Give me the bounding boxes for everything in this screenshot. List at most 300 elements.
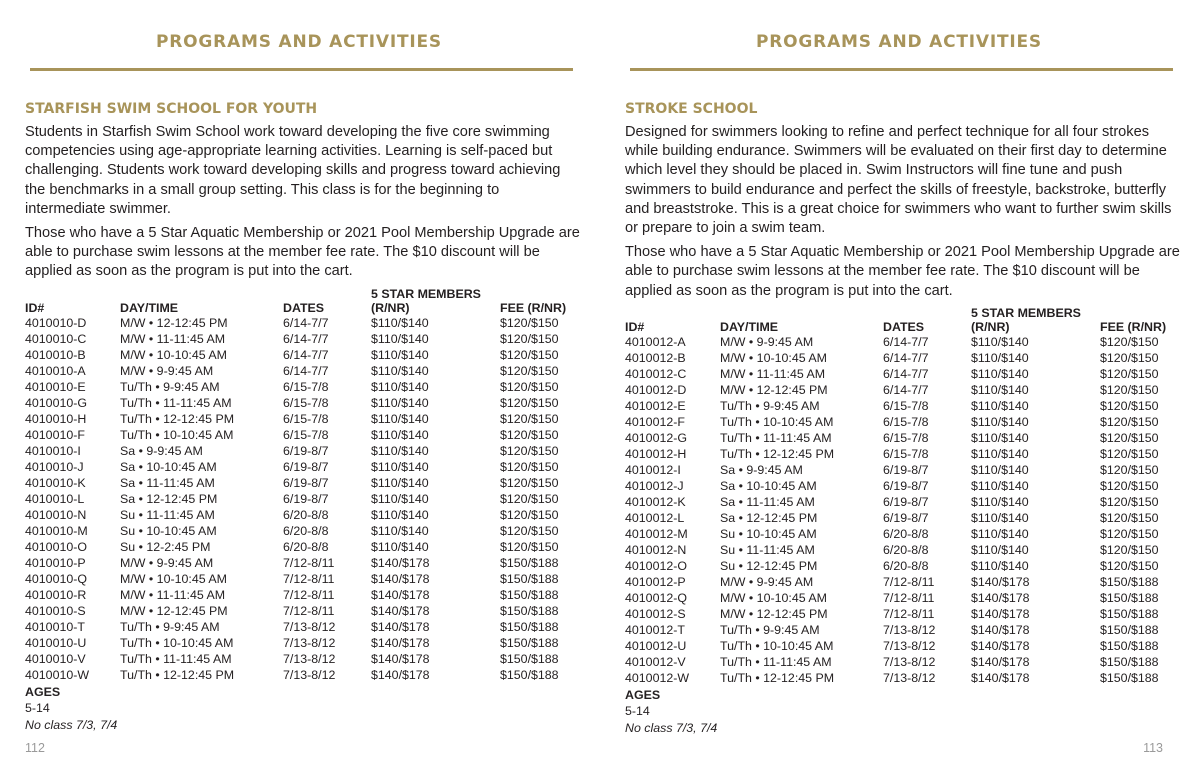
schedule-table [25, 287, 580, 683]
table-row [625, 558, 1180, 574]
cell-dates: 7/12-8/11 [283, 571, 335, 586]
schedule-rows [25, 315, 580, 683]
cell-members-fee: $110/$140 [971, 382, 1029, 397]
cell-fee: $120/$150 [1100, 510, 1159, 525]
table-row [25, 395, 580, 411]
cell-fee: $120/$150 [500, 491, 559, 506]
cell-daytime: Sa • 11-11:45 AM [720, 494, 815, 509]
cell-members-fee: $110/$140 [971, 462, 1029, 477]
cell-dates: 6/14-7/7 [283, 331, 329, 346]
cell-members-fee: $140/$178 [371, 555, 430, 570]
cell-members-fee: $110/$140 [371, 315, 429, 330]
program-description: Students in Starfish Swim School work toward developing the five core swimming competencies using age-appropriate learning activities. Learning is self-paced but challenging. Students work toward developing skills and progress toward achieving the benchmarks in a small group setting. This class is for the beginning to intermediate swimmer. [25, 124, 561, 217]
table-row [625, 494, 1180, 510]
cell-id: 4010010-O [25, 539, 88, 554]
cell-daytime: Tu/Th • 10-10:45 AM [720, 414, 834, 429]
no-class-note: No class 7/3, 7/4 [25, 717, 118, 732]
cell-dates: 6/15-7/8 [883, 430, 929, 445]
cell-dates: 6/14-7/7 [883, 334, 929, 349]
table-row [25, 363, 580, 379]
cell-id: 4010010-Q [25, 571, 88, 586]
cell-id: 4010012-H [625, 446, 687, 461]
program-section [25, 100, 580, 733]
cell-dates: 6/14-7/7 [883, 350, 929, 365]
page-header: PROGRAMS AND ACTIVITIES [756, 32, 1042, 52]
table-row [25, 491, 580, 507]
cell-fee: $120/$150 [1100, 558, 1159, 573]
table-row [625, 638, 1180, 654]
cell-dates: 7/12-8/11 [283, 555, 335, 570]
table-row [625, 366, 1180, 382]
table-row [625, 574, 1180, 590]
cell-members-fee: $110/$140 [971, 414, 1029, 429]
cell-members-fee: $140/$178 [371, 635, 430, 650]
table-row [25, 523, 580, 539]
table-row [625, 430, 1180, 446]
no-class-note: No class 7/3, 7/4 [625, 720, 718, 735]
cell-fee: $120/$150 [1100, 494, 1159, 509]
program-description: Designed for swimmers looking to refine and perfect technique for all four strokes while building endurance. Swimmers will be evaluated on their first day to determine which level they should be placed in. Swim Instructors will fine tune and push swimmers to build endurance and perfect the skills of freestyle, backstroke, butterfly and breaststroke. This is a great choice for swimmers who want to further swim skills or prepare to join a swim team. [625, 124, 1172, 237]
page-number: 113 [1143, 741, 1163, 755]
cell-dates: 7/13-8/12 [283, 651, 336, 666]
table-row [625, 670, 1180, 686]
cell-fee: $120/$150 [500, 347, 559, 362]
cell-fee: $120/$150 [1100, 446, 1159, 461]
cell-members-fee: $110/$140 [971, 542, 1029, 557]
cell-id: 4010010-I [25, 443, 81, 458]
cell-id: 4010012-G [625, 430, 688, 445]
cell-id: 4010010-P [25, 555, 86, 570]
cell-fee: $120/$150 [1100, 366, 1159, 381]
ages-label: AGES [625, 687, 661, 702]
membership-note: Those who have a 5 Star Aquatic Membership or 2021 Pool Membership Upgrade are able to purchase swim lessons at the member fee rate. The $10 discount will be applied as soon as the program is put into the cart. [625, 244, 1180, 299]
cell-id: 4010012-Q [625, 590, 688, 605]
cell-id: 4010010-H [25, 411, 87, 426]
cell-fee: $120/$150 [500, 459, 559, 474]
cell-fee: $120/$150 [1100, 398, 1159, 413]
page-number: 112 [25, 741, 45, 755]
col-header-dates: DATES [283, 300, 325, 315]
cell-daytime: Sa • 9-9:45 AM [720, 462, 803, 477]
cell-daytime: Tu/Th • 11-11:45 AM [120, 651, 232, 666]
cell-members-fee: $110/$140 [371, 507, 429, 522]
cell-dates: 6/20-8/8 [883, 526, 929, 541]
table-row [25, 315, 580, 331]
cell-daytime: M/W • 12-12:45 PM [120, 315, 228, 330]
table-row [625, 622, 1180, 638]
cell-dates: 7/12-8/11 [883, 606, 935, 621]
cell-fee: $120/$150 [1100, 430, 1159, 445]
cell-members-fee: $140/$178 [371, 667, 430, 682]
cell-dates: 7/12-8/11 [883, 590, 935, 605]
cell-fee: $120/$150 [1100, 414, 1159, 429]
col-header-fee: FEE (R/NR) [1100, 319, 1167, 334]
cell-id: 4010010-W [25, 667, 90, 682]
cell-id: 4010012-B [625, 350, 686, 365]
schedule-table [625, 306, 1180, 686]
cell-fee: $120/$150 [500, 443, 559, 458]
cell-daytime: M/W • 12-12:45 PM [720, 606, 828, 621]
cell-daytime: Su • 11-11:45 AM [120, 507, 215, 522]
cell-dates: 7/13-8/12 [883, 622, 936, 637]
header-rule [30, 68, 573, 71]
table-row [25, 475, 580, 491]
cell-dates: 6/19-8/7 [283, 491, 329, 506]
table-row [625, 590, 1180, 606]
cell-fee: $120/$150 [500, 315, 559, 330]
cell-members-fee: $110/$140 [971, 446, 1029, 461]
cell-members-fee: $140/$178 [971, 590, 1030, 605]
cell-id: 4010012-N [625, 542, 687, 557]
cell-id: 4010012-I [625, 462, 681, 477]
cell-daytime: Tu/Th • 11-11:45 AM [720, 430, 832, 445]
cell-daytime: M/W • 11-11:45 AM [120, 331, 226, 346]
cell-dates: 7/13-8/12 [883, 654, 936, 669]
cell-members-fee: $110/$140 [971, 494, 1029, 509]
table-row [625, 334, 1180, 350]
cell-members-fee: $140/$178 [971, 574, 1030, 589]
table-row [625, 462, 1180, 478]
cell-fee: $120/$150 [500, 539, 559, 554]
cell-members-fee: $110/$140 [371, 379, 429, 394]
cell-dates: 6/15-7/8 [883, 414, 929, 429]
cell-members-fee: $140/$178 [971, 638, 1030, 653]
cell-id: 4010012-K [625, 494, 686, 509]
cell-fee: $150/$188 [500, 635, 559, 650]
cell-members-fee: $110/$140 [971, 430, 1029, 445]
cell-members-fee: $110/$140 [971, 334, 1029, 349]
ages-label: AGES [25, 684, 61, 699]
cell-fee: $150/$188 [1100, 622, 1159, 637]
table-row [625, 606, 1180, 622]
col-header-id: ID# [625, 319, 645, 334]
cell-dates: 6/15-7/8 [283, 379, 329, 394]
cell-id: 4010012-P [625, 574, 686, 589]
cell-members-fee: $110/$140 [971, 558, 1029, 573]
cell-members-fee: $110/$140 [971, 350, 1029, 365]
cell-dates: 6/14-7/7 [283, 363, 329, 378]
cell-fee: $150/$188 [500, 619, 559, 634]
cell-daytime: M/W • 9-9:45 AM [120, 555, 214, 570]
col-header-members: 5 STAR MEMBERS (R/NR) [371, 286, 481, 315]
cell-daytime: M/W • 9-9:45 AM [120, 363, 214, 378]
cell-dates: 6/19-8/7 [883, 494, 929, 509]
cell-members-fee: $110/$140 [971, 510, 1029, 525]
cell-dates: 6/15-7/8 [883, 446, 929, 461]
cell-members-fee: $140/$178 [971, 622, 1030, 637]
cell-daytime: Sa • 11-11:45 AM [120, 475, 215, 490]
cell-id: 4010010-V [25, 651, 86, 666]
cell-fee: $120/$150 [500, 507, 559, 522]
table-row [625, 510, 1180, 526]
table-row [25, 427, 580, 443]
cell-dates: 7/12-8/11 [283, 587, 335, 602]
cell-fee: $120/$150 [1100, 334, 1159, 349]
cell-daytime: Sa • 12-12:45 PM [720, 510, 818, 525]
cell-daytime: Tu/Th • 12-12:45 PM [120, 667, 235, 682]
table-row [25, 651, 580, 667]
cell-daytime: M/W • 10-10:45 AM [120, 347, 227, 362]
cell-fee: $120/$150 [1100, 462, 1159, 477]
cell-members-fee: $110/$140 [371, 539, 429, 554]
cell-fee: $120/$150 [500, 331, 559, 346]
col-header-fee: FEE (R/NR) [500, 300, 567, 315]
right-page [625, 0, 1185, 779]
table-row [25, 411, 580, 427]
cell-dates: 6/20-8/8 [883, 558, 929, 573]
cell-fee: $150/$188 [500, 603, 559, 618]
col-header-members: 5 STAR MEMBERS (R/NR) [971, 305, 1081, 334]
cell-daytime: Tu/Th • 9-9:45 AM [720, 622, 820, 637]
cell-dates: 7/12-8/11 [883, 574, 935, 589]
program-title: STROKE SCHOOL [625, 101, 758, 117]
cell-members-fee: $140/$178 [371, 619, 430, 634]
cell-daytime: M/W • 11-11:45 AM [720, 366, 826, 381]
cell-members-fee: $110/$140 [371, 363, 429, 378]
col-header-id: ID# [25, 300, 45, 315]
membership-note: Those who have a 5 Star Aquatic Membership or 2021 Pool Membership Upgrade are able to purchase swim lessons at the member fee rate. The $10 discount will be applied as soon as the program is put into the cart. [25, 225, 580, 280]
cell-daytime: Su • 10-10:45 AM [120, 523, 217, 538]
table-row [625, 542, 1180, 558]
cell-daytime: Tu/Th • 10-10:45 AM [120, 635, 234, 650]
table-row [25, 635, 580, 651]
cell-daytime: M/W • 9-9:45 AM [720, 574, 814, 589]
cell-id: 4010012-T [625, 622, 685, 637]
cell-fee: $120/$150 [500, 395, 559, 410]
program-title: STARFISH SWIM SCHOOL FOR YOUTH [25, 101, 318, 117]
cell-daytime: Tu/Th • 11-11:45 AM [720, 654, 832, 669]
cell-id: 4010010-N [25, 507, 87, 522]
cell-daytime: Su • 10-10:45 AM [720, 526, 817, 541]
cell-members-fee: $110/$140 [371, 523, 429, 538]
cell-fee: $120/$150 [500, 427, 559, 442]
table-row [25, 443, 580, 459]
cell-daytime: Sa • 10-10:45 AM [120, 459, 217, 474]
cell-daytime: Tu/Th • 12-12:45 PM [720, 446, 835, 461]
cell-dates: 6/19-8/7 [283, 443, 329, 458]
cell-members-fee: $140/$178 [971, 670, 1030, 685]
cell-dates: 6/20-8/8 [283, 539, 329, 554]
cell-dates: 6/20-8/8 [883, 542, 929, 557]
cell-dates: 6/20-8/8 [283, 523, 329, 538]
cell-id: 4010012-M [625, 526, 688, 541]
col-header-dates: DATES [883, 319, 925, 334]
cell-daytime: Sa • 9-9:45 AM [120, 443, 203, 458]
cell-members-fee: $110/$140 [371, 475, 429, 490]
cell-dates: 7/13-8/12 [883, 638, 936, 653]
cell-dates: 6/15-7/8 [283, 395, 329, 410]
cell-dates: 6/14-7/7 [883, 366, 929, 381]
cell-id: 4010010-S [25, 603, 86, 618]
cell-fee: $120/$150 [1100, 478, 1159, 493]
cell-id: 4010010-E [25, 379, 86, 394]
cell-dates: 6/14-7/7 [283, 347, 329, 362]
cell-members-fee: $110/$140 [971, 398, 1029, 413]
cell-dates: 7/13-8/12 [283, 635, 336, 650]
cell-members-fee: $110/$140 [371, 427, 429, 442]
cell-dates: 6/19-8/7 [283, 459, 329, 474]
cell-dates: 7/13-8/12 [883, 670, 936, 685]
cell-fee: $150/$188 [1100, 590, 1159, 605]
cell-members-fee: $110/$140 [371, 331, 429, 346]
cell-fee: $120/$150 [1100, 382, 1159, 397]
cell-id: 4010012-D [625, 382, 687, 397]
cell-fee: $150/$188 [500, 667, 559, 682]
table-row [25, 459, 580, 475]
cell-id: 4010012-F [625, 414, 685, 429]
cell-id: 4010010-C [25, 331, 87, 346]
cell-members-fee: $140/$178 [371, 571, 430, 586]
cell-members-fee: $110/$140 [371, 347, 429, 362]
table-row [25, 603, 580, 619]
col-header-daytime: DAY/TIME [720, 319, 779, 334]
cell-id: 4010010-L [25, 491, 85, 506]
cell-daytime: M/W • 9-9:45 AM [720, 334, 814, 349]
cell-daytime: Tu/Th • 9-9:45 AM [120, 619, 220, 634]
cell-dates: 6/20-8/8 [283, 507, 329, 522]
cell-id: 4010010-G [25, 395, 88, 410]
table-row [25, 539, 580, 555]
table-header-row [25, 287, 580, 315]
cell-dates: 7/13-8/12 [283, 619, 336, 634]
ages-value: 5-14 [625, 704, 650, 719]
cell-daytime: M/W • 10-10:45 AM [720, 590, 827, 605]
cell-dates: 6/14-7/7 [883, 382, 929, 397]
table-row [625, 654, 1180, 670]
cell-id: 4010010-K [25, 475, 86, 490]
cell-members-fee: $110/$140 [971, 366, 1029, 381]
cell-daytime: Tu/Th • 10-10:45 AM [720, 638, 834, 653]
cell-id: 4010012-A [625, 334, 686, 349]
cell-id: 4010010-T [25, 619, 85, 634]
table-row [25, 667, 580, 683]
table-row [25, 571, 580, 587]
cell-id: 4010010-B [25, 347, 86, 362]
cell-members-fee: $110/$140 [371, 411, 429, 426]
cell-id: 4010012-W [625, 670, 690, 685]
cell-members-fee: $110/$140 [371, 443, 429, 458]
cell-daytime: Tu/Th • 12-12:45 PM [120, 411, 235, 426]
table-row [25, 347, 580, 363]
table-row [25, 507, 580, 523]
cell-id: 4010010-R [25, 587, 87, 602]
cell-dates: 6/14-7/7 [283, 315, 329, 330]
cell-id: 4010010-A [25, 363, 86, 378]
cell-id: 4010012-V [625, 654, 686, 669]
cell-daytime: M/W • 11-11:45 AM [120, 587, 226, 602]
table-row [25, 587, 580, 603]
cell-fee: $120/$150 [500, 475, 559, 490]
cell-dates: 6/15-7/8 [883, 398, 929, 413]
cell-dates: 7/12-8/11 [283, 603, 335, 618]
cell-dates: 6/15-7/8 [283, 411, 329, 426]
cell-id: 4010010-J [25, 459, 84, 474]
cell-fee: $150/$188 [500, 555, 559, 570]
cell-fee: $150/$188 [500, 587, 559, 602]
cell-members-fee: $110/$140 [371, 395, 429, 410]
left-page [25, 0, 585, 779]
cell-id: 4010012-L [625, 510, 685, 525]
cell-daytime: M/W • 12-12:45 PM [720, 382, 828, 397]
table-row [625, 446, 1180, 462]
cell-id: 4010010-U [25, 635, 87, 650]
cell-fee: $150/$188 [1100, 654, 1159, 669]
cell-daytime: Tu/Th • 9-9:45 AM [720, 398, 820, 413]
cell-id: 4010012-U [625, 638, 687, 653]
cell-members-fee: $140/$178 [371, 587, 430, 602]
table-row [625, 398, 1180, 414]
schedule-rows [625, 334, 1180, 686]
table-row [625, 526, 1180, 542]
cell-id: 4010012-S [625, 606, 686, 621]
ages-value: 5-14 [25, 701, 50, 716]
cell-fee: $150/$188 [1100, 638, 1159, 653]
col-header-daytime: DAY/TIME [120, 300, 179, 315]
cell-fee: $150/$188 [1100, 670, 1159, 685]
cell-dates: 6/19-8/7 [883, 478, 929, 493]
table-row [625, 414, 1180, 430]
cell-members-fee: $140/$178 [371, 603, 430, 618]
table-header-row [625, 306, 1180, 334]
page-header: PROGRAMS AND ACTIVITIES [156, 32, 442, 52]
cell-id: 4010012-J [625, 478, 684, 493]
table-row [625, 382, 1180, 398]
cell-members-fee: $110/$140 [371, 459, 429, 474]
cell-fee: $150/$188 [500, 651, 559, 666]
cell-id: 4010010-F [25, 427, 85, 442]
table-row [25, 379, 580, 395]
cell-daytime: Sa • 12-12:45 PM [120, 491, 218, 506]
cell-members-fee: $140/$178 [371, 651, 430, 666]
cell-id: 4010010-M [25, 523, 88, 538]
cell-daytime: Tu/Th • 12-12:45 PM [720, 670, 835, 685]
cell-fee: $150/$188 [1100, 606, 1159, 621]
cell-daytime: M/W • 10-10:45 AM [720, 350, 827, 365]
cell-fee: $120/$150 [500, 379, 559, 394]
cell-fee: $150/$188 [1100, 574, 1159, 589]
cell-dates: 6/19-8/7 [883, 462, 929, 477]
cell-members-fee: $110/$140 [971, 526, 1029, 541]
cell-daytime: Tu/Th • 11-11:45 AM [120, 395, 232, 410]
cell-id: 4010012-O [625, 558, 688, 573]
cell-dates: 7/13-8/12 [283, 667, 336, 682]
cell-daytime: Su • 12-2:45 PM [120, 539, 211, 554]
cell-id: 4010012-E [625, 398, 686, 413]
cell-daytime: Tu/Th • 9-9:45 AM [120, 379, 220, 394]
cell-dates: 6/19-8/7 [883, 510, 929, 525]
cell-members-fee: $110/$140 [371, 491, 429, 506]
cell-id: 4010012-C [625, 366, 687, 381]
table-row [25, 331, 580, 347]
cell-fee: $120/$150 [1100, 526, 1159, 541]
cell-daytime: Tu/Th • 10-10:45 AM [120, 427, 234, 442]
cell-fee: $120/$150 [500, 523, 559, 538]
cell-daytime: Su • 11-11:45 AM [720, 542, 815, 557]
cell-fee: $150/$188 [500, 571, 559, 586]
cell-fee: $120/$150 [500, 363, 559, 378]
cell-daytime: M/W • 10-10:45 AM [120, 571, 227, 586]
table-row [625, 478, 1180, 494]
cell-fee: $120/$150 [500, 411, 559, 426]
cell-members-fee: $140/$178 [971, 654, 1030, 669]
cell-id: 4010010-D [25, 315, 87, 330]
cell-daytime: M/W • 12-12:45 PM [120, 603, 228, 618]
cell-dates: 6/19-8/7 [283, 475, 329, 490]
cell-daytime: Sa • 10-10:45 AM [720, 478, 817, 493]
cell-daytime: Su • 12-12:45 PM [720, 558, 818, 573]
table-row [25, 555, 580, 571]
header-rule [630, 68, 1173, 71]
